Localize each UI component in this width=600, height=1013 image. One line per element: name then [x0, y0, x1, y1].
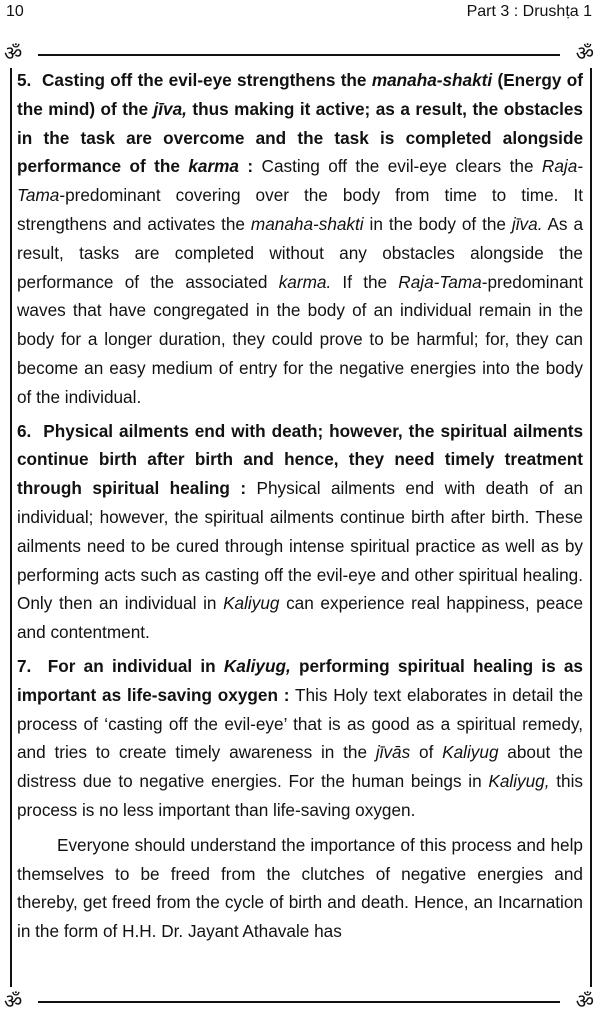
heading-text: (Energy of the mind) of the [17, 70, 584, 119]
om-symbol-icon: ॐ [575, 989, 594, 1013]
heading-text: jīva, [153, 98, 187, 119]
body-text: Physical ailments end with death of an individual; however, the spiritual ailments continue birth after birth. These ailments need to be cured through intense spiritual practice as well as by performing acts such as casting off the evil-eye and other spiritual healing. Only then an individual in [17, 478, 583, 614]
bottom-border-rule [38, 1001, 560, 1003]
running-title: Part 3 : Drushṭa 1 [466, 3, 592, 20]
left-border-rule [10, 68, 12, 987]
om-symbol-icon: ॐ [575, 41, 594, 65]
heading-text: performing spiritual healing is as important as life-saving oxygen : [17, 655, 583, 705]
page-header [0, 0, 600, 30]
body-text: Raja-Tama [17, 156, 583, 206]
top-border-rule [38, 54, 560, 56]
body-text: If the [331, 271, 399, 292]
body-text: can experience real happiness, peace and contentment. [17, 593, 583, 643]
heading-text: : [239, 156, 254, 177]
heading-text: manaha-shakti [371, 70, 493, 90]
numbered-point [17, 417, 583, 647]
body-text: As a result, tasks are completed without any obstacles alongside the performance of the associated [17, 213, 584, 292]
body-text: Kaliyug, [488, 771, 550, 792]
body-text: manaha-shakti [250, 213, 364, 234]
numbered-point [17, 652, 583, 825]
right-border-rule [590, 68, 592, 987]
body-text: Raja-Tama [398, 271, 482, 292]
closing-paragraph: Everyone should understand the importance of this process and help themselves to be freed from the clutches of negative energies and thereby, get freed from the cycle of birth and death. Hence, an Incarnation in the form of H.H. Dr. Jayant Athavale has [17, 834, 583, 942]
om-symbol-icon: ॐ [4, 989, 23, 1013]
heading-text: karma [188, 156, 239, 177]
body-text: in the body of the [363, 213, 512, 234]
body-text: -predominant covering over the body from time to time. It strengthens and activates the [17, 185, 583, 234]
numbered-point [17, 66, 583, 412]
page-number: 10 [6, 3, 24, 20]
body-text: Kaliyug [223, 593, 280, 614]
point-number: 7. [17, 655, 48, 676]
body-text: This Holy text elaborates in detail the process of ‘casting off the evil-eye’ that is as good as a spiritual remedy, and tries to create timely awareness in the [17, 684, 584, 763]
body-text: Kaliyug [442, 742, 499, 763]
heading-text: Physical ailments end with death; however, the spiritual ailments continue birth after birth and hence, they need timely treatment through spiritual healing : [17, 420, 584, 499]
body-text: about the distress due to negative energies. For the human beings in [17, 742, 583, 792]
point-number: 5. [17, 70, 42, 90]
heading-text: Casting off the evil-eye strengthens the [41, 70, 372, 90]
body-text: jīva. [511, 213, 543, 234]
point-number: 6. [17, 420, 44, 441]
heading-text: Kaliyug, [223, 655, 291, 676]
body-text: -predominant waves that have congregated in the body of an individual remain in the body for a longer duration, they could prove to be harmful; for, they can become an easy medium of entry for the negative energies into the body of the individual. [17, 271, 584, 407]
body-text: karma. [278, 271, 332, 292]
heading-text: For an individual in [47, 655, 224, 676]
heading-text: thus making it active; as a result, the obstacles in the task are overcome and the task is completed alongside performance of the [17, 98, 583, 177]
body-text: of [410, 742, 443, 763]
om-symbol-icon: ॐ [4, 41, 23, 65]
page-body [17, 66, 583, 946]
body-text: Casting off the evil-eye clears the [253, 156, 542, 177]
body-text: this process is no less important than life-saving oxygen. [17, 771, 583, 820]
body-text: jīvās [375, 742, 411, 763]
